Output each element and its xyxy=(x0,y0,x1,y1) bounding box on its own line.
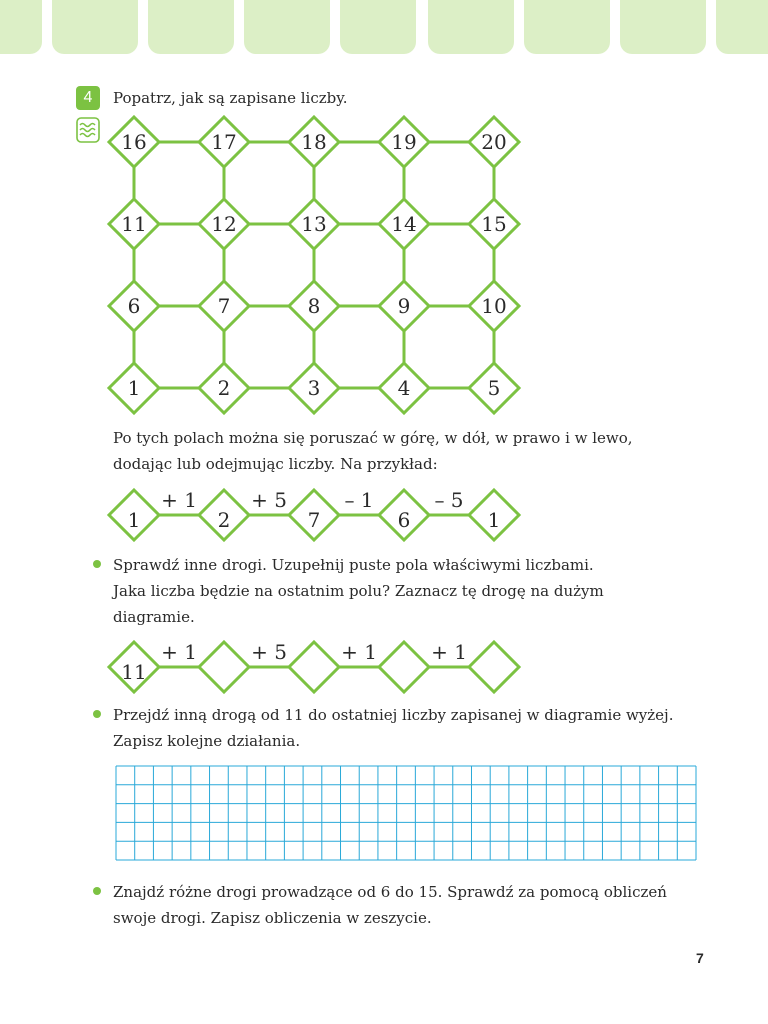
header-tab xyxy=(620,0,706,54)
diagram-cell xyxy=(469,281,519,331)
chain-cell xyxy=(379,490,429,540)
diagram-cell xyxy=(109,363,159,413)
chain-operation: + 1 xyxy=(341,640,377,664)
chain-operation: – 1 xyxy=(344,488,374,512)
diagram-cell-label: 18 xyxy=(301,130,327,154)
diagram-cell xyxy=(289,363,339,413)
bullet xyxy=(93,887,101,895)
diagram-cell-label: 8 xyxy=(307,294,321,318)
chain-cell xyxy=(109,490,159,540)
diagram-cell xyxy=(109,199,159,249)
diagram-cell-label: 7 xyxy=(217,294,231,318)
header-tab xyxy=(0,0,42,54)
diagram-cell-label: 17 xyxy=(211,130,237,154)
chain-operation: + 1 xyxy=(431,640,467,664)
example-chain xyxy=(105,484,535,544)
chain-cell xyxy=(109,642,159,692)
diagram-cell xyxy=(379,363,429,413)
exercise-title: Popatrz, jak są zapisane liczby. xyxy=(113,89,348,107)
diagram-cell xyxy=(109,117,159,167)
task1-line-3: diagramie. xyxy=(113,608,195,626)
diagram-cell-label: 9 xyxy=(397,294,411,318)
intro-line-1: Po tych polach można się poruszać w górę, w dół, w prawo i w lewo, xyxy=(113,429,633,447)
diagram-cell-label: 15 xyxy=(481,212,507,236)
diagram-cell xyxy=(379,199,429,249)
header-tab xyxy=(52,0,138,54)
header-tab xyxy=(428,0,514,54)
chain-cell-label: 1 xyxy=(487,508,501,532)
diagram-cell-label: 5 xyxy=(487,376,501,400)
diagram-cell-label: 20 xyxy=(481,130,507,154)
diagram-cell xyxy=(469,363,519,413)
chain-cell-label: 1 xyxy=(127,508,141,532)
empty-answer-cell[interactable] xyxy=(199,642,249,692)
task1-chain[interactable] xyxy=(105,636,535,696)
chain-cell xyxy=(289,490,339,540)
diagram-cell-label: 2 xyxy=(217,376,231,400)
diagram-cell xyxy=(199,199,249,249)
page-number: 7 xyxy=(696,950,704,966)
diagram-cell xyxy=(289,281,339,331)
diagram-cell xyxy=(289,117,339,167)
chain-operation: + 5 xyxy=(251,640,287,664)
header-tab xyxy=(524,0,610,54)
diagram-cell-label: 1 xyxy=(127,376,141,400)
task3-line-2: swoje drogi. Zapisz obliczenia w zeszycie. xyxy=(113,909,432,927)
diagram-cell xyxy=(379,117,429,167)
diagram-cell-label: 12 xyxy=(211,212,237,236)
bullet xyxy=(93,560,101,568)
chain-cell xyxy=(199,490,249,540)
intro-line-2: dodając lub odejmując liczby. Na przykład: xyxy=(113,455,438,473)
chain-cell xyxy=(469,490,519,540)
empty-answer-cell[interactable] xyxy=(379,642,429,692)
answer-grid[interactable] xyxy=(115,765,697,861)
header-tab xyxy=(716,0,768,54)
task2-line-1: Przejdź inną drogą od 11 do ostatniej liczby zapisanej w diagramie wyżej. xyxy=(113,706,674,724)
diagram-cell-label: 13 xyxy=(301,212,327,236)
diagram-cell xyxy=(109,281,159,331)
diagram-cell-label: 4 xyxy=(397,376,411,400)
header-tab xyxy=(148,0,234,54)
chain-operation: + 1 xyxy=(161,640,197,664)
diagram-cell xyxy=(199,363,249,413)
chain-operation: + 1 xyxy=(161,488,197,512)
chain-cell-label: 11 xyxy=(121,660,147,684)
diagram-cell-label: 16 xyxy=(121,130,147,154)
diagram-cell-label: 3 xyxy=(307,376,321,400)
diagram-cell xyxy=(379,281,429,331)
diagram-cell xyxy=(199,281,249,331)
bullet xyxy=(93,710,101,718)
task1-line-1: Sprawdź inne drogi. Uzupełnij puste pola właściwymi liczbami. xyxy=(113,556,594,574)
diagram-cell-label: 11 xyxy=(121,212,147,236)
diagram-cell xyxy=(199,117,249,167)
header-tab xyxy=(244,0,330,54)
exercise-number: 4 xyxy=(76,86,100,110)
chain-operation: + 5 xyxy=(251,488,287,512)
chain-operation: – 5 xyxy=(434,488,464,512)
empty-answer-cell[interactable] xyxy=(469,642,519,692)
diagram-cell-label: 10 xyxy=(481,294,507,318)
task1-line-2: Jaka liczba będzie na ostatnim polu? Zaznacz tę drogę na dużym xyxy=(113,582,604,600)
wavy-lines-icon xyxy=(76,117,100,143)
diagram-cell-label: 14 xyxy=(391,212,417,236)
number-diagram xyxy=(105,115,535,415)
diagram-cell-label: 19 xyxy=(391,130,417,154)
header-tab xyxy=(340,0,416,54)
diagram-cell xyxy=(289,199,339,249)
diagram-cell-label: 6 xyxy=(127,294,141,318)
diagram-cell xyxy=(469,117,519,167)
task3-line-1: Znajdź różne drogi prowadzące od 6 do 15. Sprawdź za pomocą obliczeń xyxy=(113,883,667,901)
chain-cell-label: 6 xyxy=(397,508,411,532)
diagram-cell xyxy=(469,199,519,249)
empty-answer-cell[interactable] xyxy=(289,642,339,692)
chain-cell-label: 7 xyxy=(307,508,321,532)
task2-line-2: Zapisz kolejne działania. xyxy=(113,732,301,750)
chain-cell-label: 2 xyxy=(217,508,231,532)
